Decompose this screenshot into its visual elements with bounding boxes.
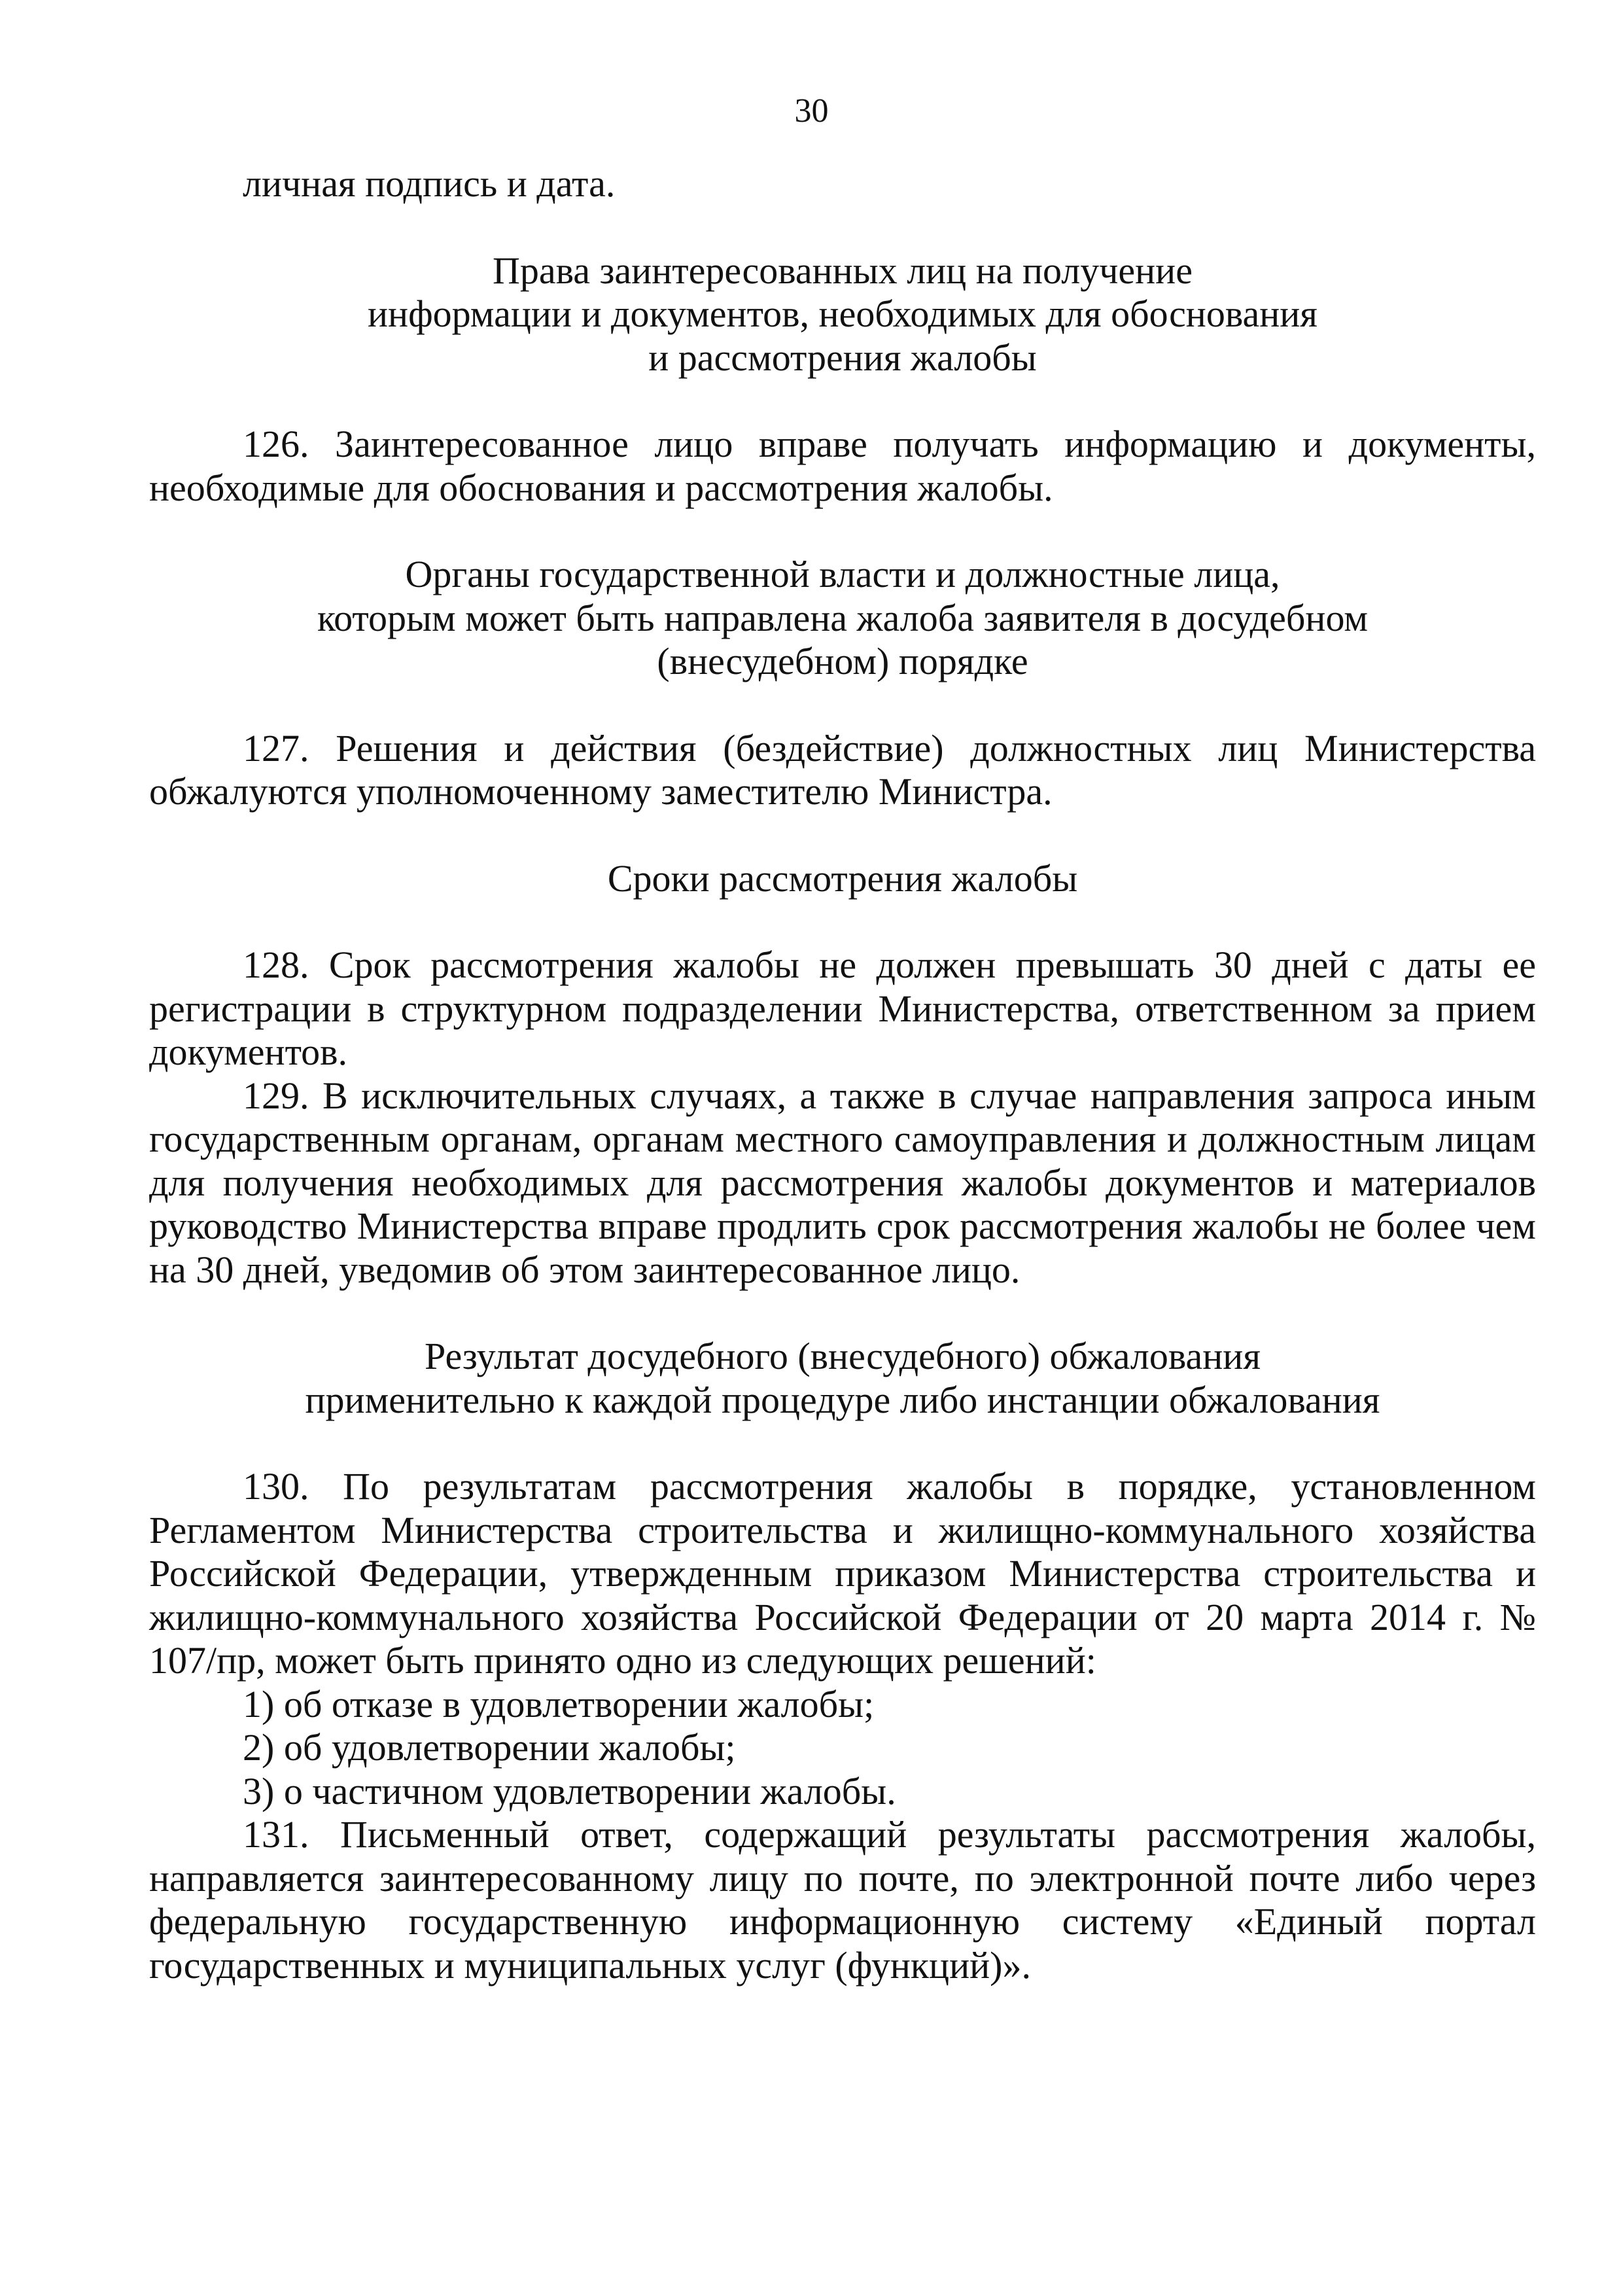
paragraph-126: 126. Заинтересованное лицо вправе получать информацию и документы, необходимые для обоснования и рассмотрения жалобы. bbox=[149, 423, 1536, 509]
heading-line: которым может быть направлена жалоба заявителя в досудебном bbox=[317, 596, 1369, 639]
result-heading bbox=[149, 1335, 1536, 1422]
page-number: 30 bbox=[794, 92, 829, 130]
heading-line: информации и документов, необходимых для обоснования bbox=[368, 292, 1318, 335]
heading-line: применительно к каждой процедуре либо инстанции обжалования bbox=[305, 1378, 1380, 1421]
heading-line: Органы государственной власти и должностные лица, bbox=[405, 553, 1280, 595]
paragraph-128: 128. Срок рассмотрения жалобы не должен превышать 30 дней с даты ее регистрации в структурном подразделении Министерства, ответственном за прием документов. bbox=[149, 944, 1536, 1073]
heading-line: Права заинтересованных лиц на получение bbox=[493, 249, 1193, 292]
page-content bbox=[149, 162, 1536, 1987]
terms-heading bbox=[149, 857, 1536, 901]
decision-item: 3) о частичном удовлетворении жалобы. bbox=[243, 1769, 896, 1812]
heading-line: и рассмотрения жалобы bbox=[648, 336, 1037, 379]
rights-heading bbox=[149, 249, 1536, 380]
heading-line: Результат досудебного (внесудебного) обжалования bbox=[424, 1335, 1261, 1377]
paragraph-127: 127. Решения и действия (бездействие) должностных лиц Министерства обжалуются уполномоченному заместителю Министра. bbox=[149, 726, 1536, 813]
decision-item: 1) об отказе в удовлетворении жалобы; bbox=[243, 1682, 875, 1725]
paragraph-130: 130. По результатам рассмотрения жалобы в порядке, установленном Регламентом Министерства строительства и жилищно-коммунального хозяйства Российской Федерации, утвержденным приказом Министерства строительства и жилищно-коммунального хозяйства Российской Федерации от 20 марта 2014 г. № 107/пр, может быть принято одно из следующих решений: bbox=[149, 1465, 1536, 1682]
heading-line: (внесудебном) порядке bbox=[657, 640, 1028, 682]
paragraph-129: 129. В исключительных случаях, а также в случае направления запроса иным государственным органам, органам местного самоуправления и должностным лицам для получения необходимых для рассмотрения жалобы документов и материалов руководство Министерства вправе продлить срок рассмотрения жалобы не более чем на 30 дней, уведомив об этом заинтересованное лицо. bbox=[149, 1074, 1536, 1291]
bodies-heading bbox=[149, 553, 1536, 684]
paragraph-131: 131. Письменный ответ, содержащий результаты рассмотрения жалобы, направляется заинтересованному лицу по почте, по электронной почте либо через федеральную государственную информационную систему «Единый портал государственных и муниципальных услуг (функций)». bbox=[149, 1813, 1536, 1987]
intro-line: личная подпись и дата. bbox=[243, 162, 616, 205]
heading-line: Сроки рассмотрения жалобы bbox=[607, 857, 1078, 900]
decision-item: 2) об удовлетворении жалобы; bbox=[243, 1726, 736, 1769]
